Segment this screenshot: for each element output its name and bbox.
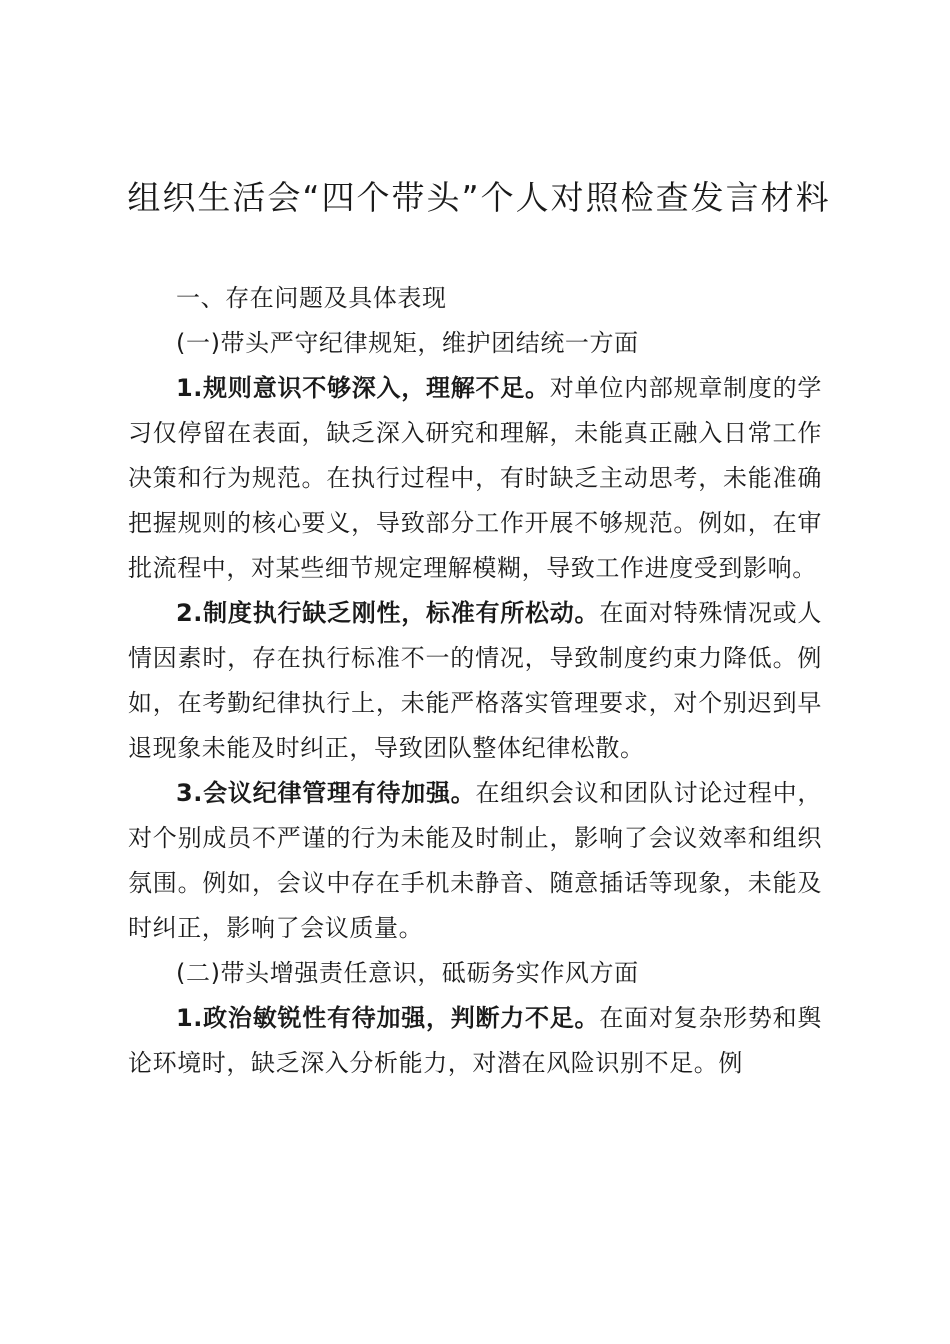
paragraph-text: 在面对复杂形势和舆论环境时，缺乏深入分析能力，对潜在风险识别不足。例 bbox=[128, 1004, 822, 1077]
paragraph-lead: 3.会议纪律管理有待加强。 bbox=[176, 779, 476, 807]
body-paragraph bbox=[128, 591, 822, 771]
document-body bbox=[128, 276, 822, 1086]
body-paragraph bbox=[128, 771, 822, 951]
body-paragraph bbox=[128, 366, 822, 591]
section-heading bbox=[128, 276, 822, 321]
paragraph-text: (二)带头增强责任意识，砥砺务实作风方面 bbox=[176, 959, 639, 987]
paragraph-lead: 1.规则意识不够深入，理解不足。 bbox=[176, 374, 550, 402]
paragraph-lead: 1.政治敏锐性有待加强，判断力不足。 bbox=[176, 1004, 600, 1032]
paragraph-lead: 2.制度执行缺乏刚性，标准有所松动。 bbox=[176, 599, 600, 627]
paragraph-text: 对单位内部规章制度的学习仅停留在表面，缺乏深入研究和理解，未能真正融入日常工作决策和行为规范。在执行过程中，有时缺乏主动思考，未能准确把握规则的核心要义，导致部分工作开展不够规范。例如，在审批流程中，对某些细节规定理解模糊，导致工作进度受到影响。 bbox=[128, 374, 822, 582]
subsection-heading bbox=[128, 951, 822, 996]
body-paragraph bbox=[128, 996, 822, 1086]
paragraph-text: 在组织会议和团队讨论过程中，对个别成员不严谨的行为未能及时制止，影响了会议效率和组织氛围。例如，会议中存在手机未静音、随意插话等现象，未能及时纠正，影响了会议质量。 bbox=[128, 779, 822, 942]
subsection-heading bbox=[128, 321, 822, 366]
document-title: 组织生活会“四个带头”个人对照检查发言材料 bbox=[127, 178, 831, 217]
paragraph-text: (一)带头严守纪律规矩，维护团结统一方面 bbox=[176, 329, 639, 357]
paragraph-text: 一、存在问题及具体表现 bbox=[176, 284, 447, 312]
paragraph-text: 在面对特殊情况或人情因素时，存在执行标准不一的情况，导致制度约束力降低。例如，在考勤纪律执行上，未能严格落实管理要求，对个别迟到早退现象未能及时纠正，导致团队整体纪律松散。 bbox=[128, 599, 822, 762]
